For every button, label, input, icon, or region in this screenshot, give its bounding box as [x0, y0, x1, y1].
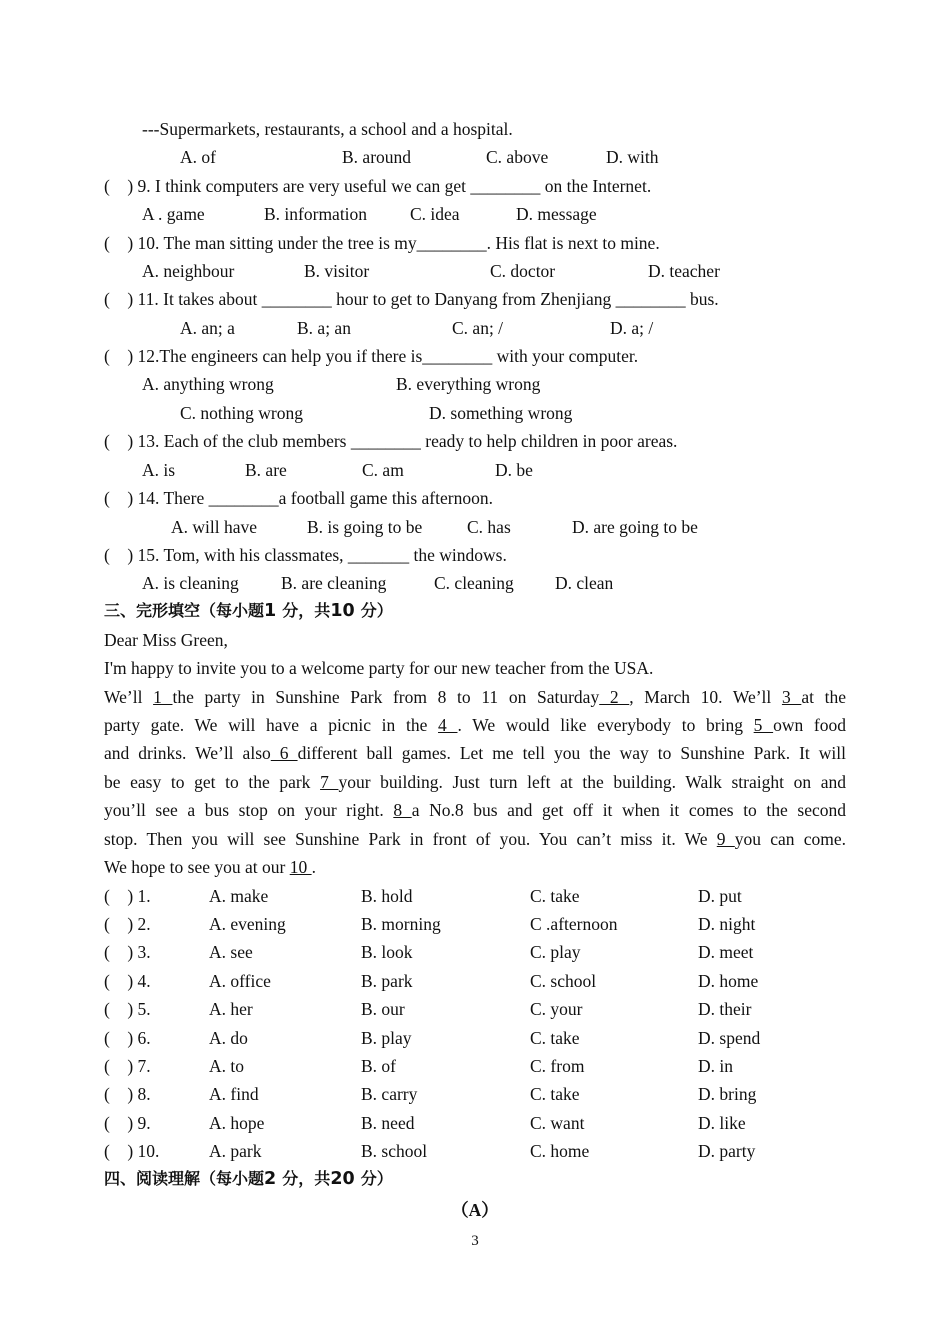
option-c: C. from	[530, 1056, 585, 1076]
option-c: C. home	[530, 1141, 590, 1161]
option-a: A. office	[209, 971, 271, 991]
option-d: D. clean	[555, 573, 614, 593]
option-a: A. an; a	[180, 318, 235, 338]
option-d: D. teacher	[648, 261, 720, 281]
option-b: B. visitor	[304, 261, 370, 281]
option-b: B. information	[264, 204, 368, 224]
letter-line: you’ll see a bus stop on your right. 8 a No.8 bus and get off it when it comes to the second	[104, 800, 847, 820]
option-b: B. park	[361, 971, 413, 991]
option-b: B. hold	[361, 886, 413, 906]
section-heading-reading: 四、阅读理解（每小题2 分，共20 分）	[104, 1169, 393, 1189]
option-a: A. anything wrong	[142, 374, 274, 394]
option-c: C. am	[362, 460, 404, 480]
option-d: D. put	[698, 886, 742, 906]
option-d: D. message	[516, 204, 597, 224]
option-a: A. neighbour	[142, 261, 235, 281]
option-a: A. make	[209, 886, 269, 906]
option-c: C. want	[530, 1113, 585, 1133]
option-b: B. everything wrong	[396, 374, 541, 394]
option-a: A. her	[209, 999, 253, 1019]
option-a: A. see	[209, 942, 253, 962]
option-c: C. school	[530, 971, 597, 991]
option-d: D. spend	[698, 1028, 761, 1048]
question-stem: ( ) 13. Each of the club members ________ ready to help children in poor areas.	[104, 431, 678, 451]
section-heading-cloze: 三、完形填空（每小题1 分，共10 分）	[104, 601, 393, 621]
option-c: C. cleaning	[434, 573, 514, 593]
option-d: D. bring	[698, 1084, 757, 1104]
cloze-number: ( ) 7.	[104, 1056, 151, 1076]
option-c: C. idea	[410, 204, 460, 224]
option-a: A. to	[209, 1056, 244, 1076]
question-stem: ( ) 14. There ________a football game this afternoon.	[104, 488, 493, 508]
option-a: A. is cleaning	[142, 573, 239, 593]
option-c: C .afternoon	[530, 914, 618, 934]
cloze-number: ( ) 6.	[104, 1028, 151, 1048]
option-b: B. look	[361, 942, 413, 962]
letter-line: We’ll 1 the party in Sunshine Park from 8 to 11 on Saturday 2 , March 10. We’ll 3 at the	[104, 687, 847, 707]
question-stem: ( ) 15. Tom, with his classmates, _______ the windows.	[104, 545, 507, 565]
option-c: C. an; /	[452, 318, 504, 338]
option-a: A. evening	[209, 914, 286, 934]
option-b: B. school	[361, 1141, 428, 1161]
option-a: A. will have	[171, 517, 258, 537]
letter-greeting: Dear Miss Green,	[104, 630, 228, 650]
option-d: D. meet	[698, 942, 754, 962]
letter-intro: I'm happy to invite you to a welcome party for our new teacher from the USA.	[104, 658, 654, 678]
option-d: D. party	[698, 1141, 756, 1161]
option-d: D. night	[698, 914, 756, 934]
option-b: B. carry	[361, 1084, 418, 1104]
letter-line: We hope to see you at our 10 .	[104, 857, 316, 877]
option-d: D. are going to be	[572, 517, 698, 537]
question-stem: ( ) 12.The engineers can help you if there is________ with your computer.	[104, 346, 639, 366]
q8-option-d: D. with	[606, 147, 659, 167]
option-a: A. park	[209, 1141, 262, 1161]
cloze-number: ( ) 2.	[104, 914, 151, 934]
option-c: C. take	[530, 1084, 580, 1104]
cloze-number: ( ) 1.	[104, 886, 151, 906]
cloze-number: ( ) 9.	[104, 1113, 151, 1133]
option-b: B. a; an	[297, 318, 351, 338]
cloze-number: ( ) 5.	[104, 999, 151, 1019]
cloze-number: ( ) 10.	[104, 1141, 160, 1161]
q8-option-a: A. of	[180, 147, 216, 167]
option-a: A. is	[142, 460, 176, 480]
option-b: B. of	[361, 1056, 396, 1076]
cloze-number: ( ) 3.	[104, 942, 151, 962]
option-c: C. nothing wrong	[180, 403, 303, 423]
option-c: C. play	[530, 942, 581, 962]
option-c: C. your	[530, 999, 583, 1019]
option-d: D. their	[698, 999, 752, 1019]
option-c: C. take	[530, 886, 580, 906]
letter-line: stop. Then you will see Sunshine Park in front of you. You can’t miss it. We 9 you can come.	[104, 829, 847, 849]
question-stem: ( ) 10. The man sitting under the tree is my________. His flat is next to mine.	[104, 233, 660, 253]
q8-option-c: C. above	[486, 147, 549, 167]
option-d: D. be	[495, 460, 533, 480]
option-b: B. morning	[361, 914, 441, 934]
option-d: D. a; /	[610, 318, 654, 338]
option-d: D. home	[698, 971, 759, 991]
option-b: B. our	[361, 999, 405, 1019]
option-d: D. something wrong	[429, 403, 573, 423]
option-b: B. need	[361, 1113, 415, 1133]
question-stem: ( ) 11. It takes about ________ hour to get to Danyang from Zhenjiang ________ bus.	[104, 289, 719, 309]
q8-answer-line: ---Supermarkets, restaurants, a school and a hospital.	[142, 119, 513, 139]
cloze-number: ( ) 4.	[104, 971, 151, 991]
cloze-number: ( ) 8.	[104, 1084, 151, 1104]
option-c: C. take	[530, 1028, 580, 1048]
letter-line: be easy to get to the park 7 your building. Just turn left at the building. Walk straight on and	[104, 772, 846, 792]
q8-option-b: B. around	[342, 147, 412, 167]
option-b: B. are	[245, 460, 287, 480]
option-c: C. has	[467, 517, 511, 537]
option-a: A. do	[209, 1028, 248, 1048]
option-b: B. are cleaning	[281, 573, 387, 593]
option-a: A. find	[209, 1084, 259, 1104]
letter-line: and drinks. We’ll also 6 different ball games. Let me tell you the way to Sunshine Park. It will	[104, 743, 847, 763]
option-d: D. in	[698, 1056, 733, 1076]
option-a: A. hope	[209, 1113, 265, 1133]
option-c: C. doctor	[490, 261, 556, 281]
option-b: B. is going to be	[307, 517, 423, 537]
option-a: A . game	[142, 204, 205, 224]
reading-part-label: （A）	[451, 1200, 499, 1220]
question-stem: ( ) 9. I think computers are very useful we can get ________ on the Internet.	[104, 176, 652, 196]
option-d: D. like	[698, 1113, 746, 1133]
page-number: 3	[471, 1233, 479, 1249]
option-b: B. play	[361, 1028, 412, 1048]
letter-line: party gate. We will have a picnic in the 4 . We would like everybody to bring 5 own food	[104, 715, 847, 735]
